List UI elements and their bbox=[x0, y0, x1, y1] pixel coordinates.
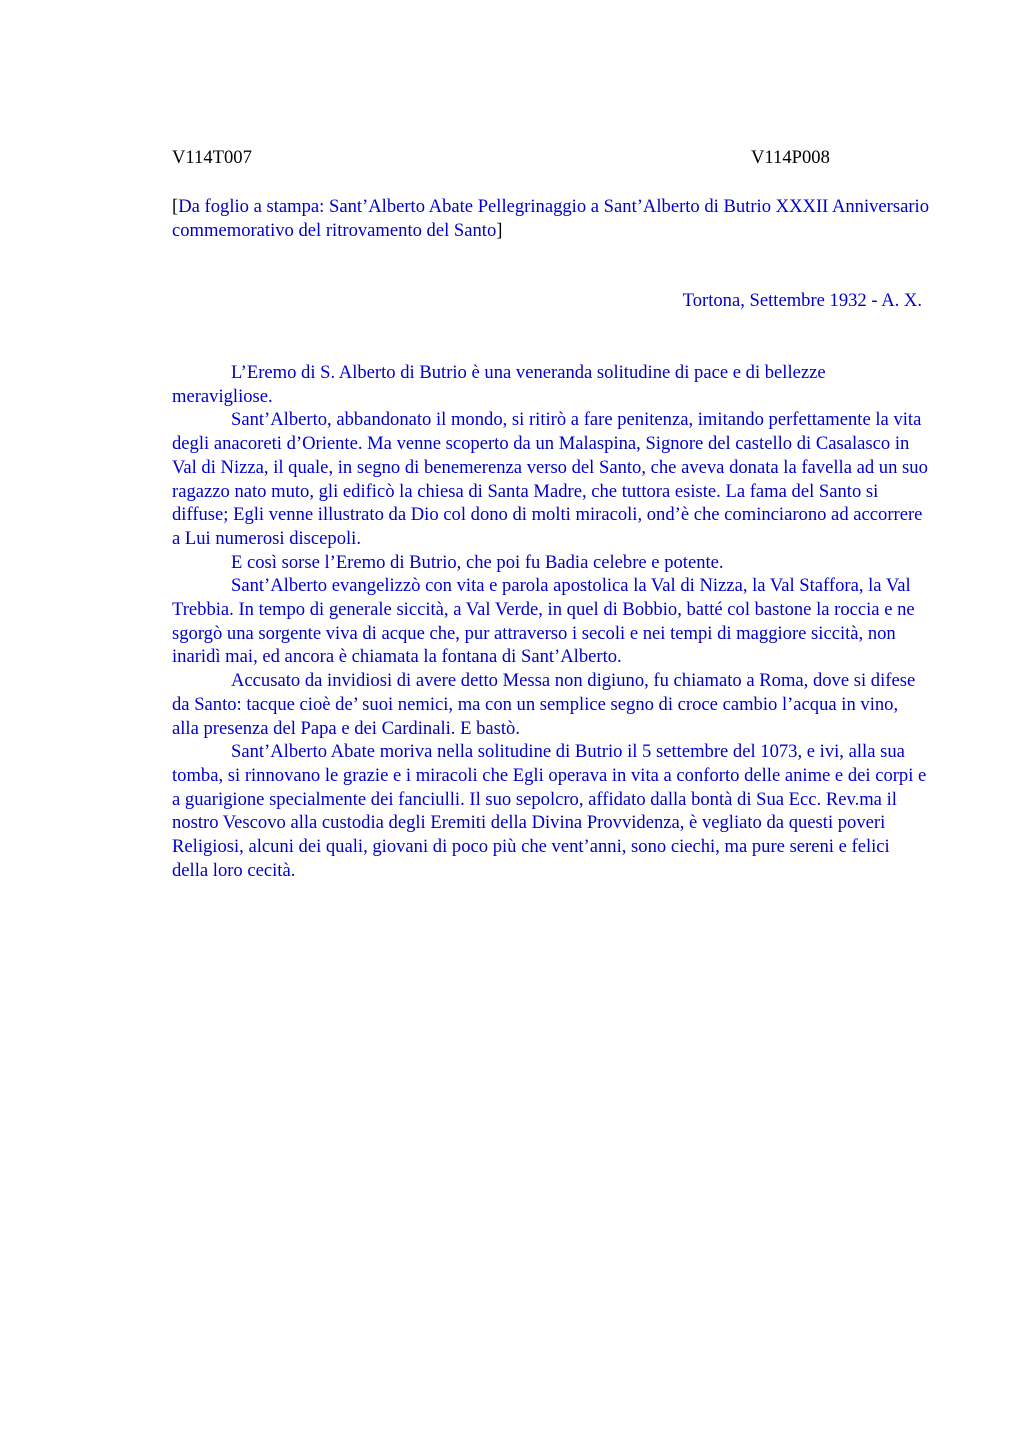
source-note-text: Da foglio a stampa: Sant’Alberto Abate Pellegrinaggio a Sant’Alberto di Butrio XXXII Anniversario commemorativo del ritrovamento del Santo bbox=[172, 196, 930, 241]
paragraph: L’Eremo di S. Alberto di Butrio è una veneranda solitudine di pace e di bellezze meravigliose. bbox=[172, 362, 826, 407]
reference-code-right: V114P008 bbox=[751, 147, 830, 168]
body-text bbox=[172, 361, 928, 882]
paragraph: Sant’Alberto evangelizzò con vita e parola apostolica la Val di Nizza, la Val Staffora, la Val Trebbia. In tempo di generale siccità, a Val Verde, in quel di Bobbio, batté col bastone la roccia e ne sgorgò una sorgente viva di acque che, pur attraverso i secoli e nei tempi di maggiore siccità, non inaridì mai, ed ancora è chiamata la fontana di Sant’Alberto. bbox=[172, 575, 915, 668]
source-note-open-bracket: [ bbox=[172, 196, 179, 217]
place-date-line: Tortona, Settembre 1932 - A. X. bbox=[682, 290, 922, 311]
source-note bbox=[172, 195, 932, 242]
paragraph: E così sorse l’Eremo di Butrio, che poi fu Badia celebre e potente. bbox=[231, 551, 724, 573]
paragraph: Sant’Alberto Abate moriva nella solitudine di Butrio il 5 settembre del 1073, e ivi, alla sua tomba, si rinnovano le grazie e i miracoli che Egli operava in vita a conforto delle anime e dei corpi e a guarigione specialmente dei fanciulli. Il suo sepolcro, affidato dalla bontà di Sua Ecc. Rev.ma il nostro Vescovo alla custodia degli Eremiti della Divina Provvidenza, è vegliato da questi poveri Religiosi, alcuni dei quali, giovani di poco più che vent’anni, sono ciechi, ma pure sereni e felici della loro cecità. bbox=[172, 741, 927, 881]
paragraph: Accusato da invidiosi di avere detto Messa non digiuno, fu chiamato a Roma, dove si difese da Santo: tacque cioè de’ suoi nemici, ma con un semplice segno di croce cambio l’acqua in vino, alla presenza del Papa e dei Cardinali. E bastò. bbox=[172, 670, 916, 739]
source-note-close-bracket: ] bbox=[496, 219, 503, 241]
reference-code-left: V114T007 bbox=[172, 147, 252, 168]
paragraph: Sant’Alberto, abbandonato il mondo, si ritirò a fare penitenza, imitando perfettamente la vita degli anacoreti d’Oriente. Ma venne scoperto da un Malaspina, Signore del castello di Casalasco in Val di Nizza, il quale, in segno di benemerenza verso del Santo, che aveva donata la favella ad un suo ragazzo nato muto, gli edificò la chiesa di Santa Madre, che tuttora esiste. La fama del Santo si diffuse; Egli venne illustrato da Dio col dono di molti miracoli, ond’è che cominciarono ad accorrere a Lui numerosi discepoli. bbox=[172, 409, 928, 549]
